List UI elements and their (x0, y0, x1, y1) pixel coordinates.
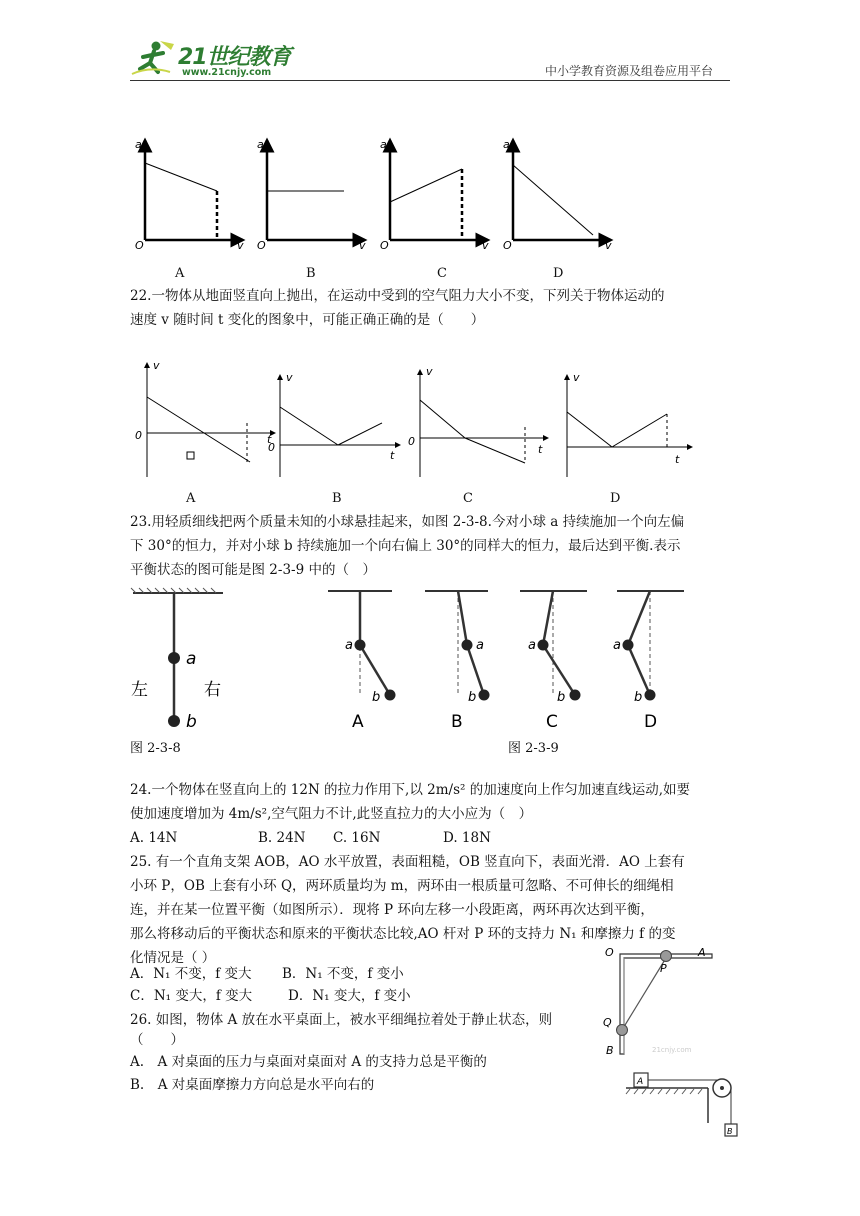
q25-line-4: 那么将移动后的平衡状态和原来的平衡状态比较,AO 杆对 P 环的支持力 N₁ 和摩擦力 f 的变 (130, 926, 676, 942)
q22-a-xlabel: t (267, 433, 272, 446)
q21-b-xlabel: v (359, 239, 366, 252)
q21-graph-b (257, 138, 366, 252)
q21-option-c: C (437, 266, 447, 281)
q24-line-2: 使加速度增加为 4m/s²,空气阻力不计,此竖直拉力的大小应为（ ） (130, 806, 533, 822)
q21-d-ylabel: a (503, 138, 510, 151)
fig-239-option-d: D (644, 712, 658, 732)
q25-fig-o: O (605, 946, 614, 959)
fig-239-d-ball-b: b (634, 690, 643, 705)
q21-c-xlabel: v (482, 239, 489, 252)
q22-line-2: 速度 v 随时间 t 变化的图象中，可能正确正确的是（ ） (130, 312, 485, 328)
logo-text: 21世纪教育 (178, 45, 291, 70)
fig-238-ball-b: b (186, 712, 197, 732)
q22-a-origin: 0 (135, 429, 142, 442)
q24-line-1: 24.一个物体在竖直向上的 12N 的拉力作用下,以 2m/s² 的加速度向上作匀加速直线运动,如要 (130, 782, 690, 798)
q21-d-xlabel: v (605, 239, 612, 252)
q26-option-b: B. A 对桌面摩擦力方向总是水平向右的 (130, 1077, 375, 1093)
fig-239-b-ball-a: a (476, 638, 484, 653)
fig-2-3-8 (128, 585, 238, 735)
q21-graph-d (503, 138, 612, 252)
fig-239-c (520, 591, 587, 705)
q25-option-a: A．N₁ 不变，f 变大 (130, 966, 252, 982)
fig-239-option-c: C (546, 712, 558, 732)
fig-238-left-label: 左 (131, 680, 148, 700)
fig-239-c-ball-b: b (557, 690, 566, 705)
fig-2-3-9 (320, 585, 710, 735)
q21-b-ylabel: a (257, 138, 264, 151)
q21-c-ylabel: a (380, 138, 387, 151)
fig-239-d-ball-a: a (613, 638, 621, 653)
q22-option-b: B (332, 491, 342, 506)
q21-option-a: A (175, 266, 185, 281)
platform-name: 中小学教育资源及组卷应用平台 (545, 64, 714, 78)
fig-239-a-ball-a: a (345, 638, 353, 653)
q24-option-a: A. 14N (130, 830, 178, 846)
q21-graphs (125, 125, 635, 255)
q21-d-origin: O (503, 239, 512, 252)
q25-figure (600, 942, 720, 1058)
q21-a-xlabel: v (237, 239, 244, 252)
q21-a-ylabel: a (135, 138, 142, 151)
q23-line-1: 23.用轻质细线把两个质量未知的小球悬挂起来，如图 2-3-8.今对小球 a 持续施加一个向左偏 (130, 514, 685, 530)
fig-238-caption: 图 2-3-8 (130, 741, 181, 756)
q25-fig-b: B (606, 1044, 614, 1057)
q22-b-xlabel: t (390, 449, 395, 462)
q25-fig-a: A (698, 946, 706, 959)
q22-c-origin: 0 (408, 435, 415, 448)
q26-line-2: （ ） (130, 1032, 184, 1048)
q23-line-3: 平衡状态的图可能是图 2-3-9 中的（ ） (130, 562, 376, 578)
q26-option-a: A. A 对桌面的压力与桌面对桌面对 A 的支持力总是平衡的 (130, 1054, 487, 1070)
fig-238-ball-a: a (186, 649, 197, 669)
q24-option-c: C. 16N (333, 830, 381, 846)
q21-graph-c (380, 138, 489, 252)
q21-c-origin: O (380, 239, 389, 252)
q22-graphs (125, 355, 705, 485)
q22-graph-d (567, 371, 692, 477)
logo-url: www.21cnjy.com (182, 67, 272, 78)
fig-239-a (328, 591, 396, 705)
q22-line-1: 22.一物体从地面竖直向上抛出，在运动中受到的空气阻力大小不变，下列关于物体运动的 (130, 288, 665, 304)
q22-b-ylabel: v (286, 371, 293, 384)
q26-fig-block-a: A (637, 1077, 644, 1087)
fig-239-option-a: A (352, 712, 364, 732)
q25-option-b: B．N₁ 不变，f 变小 (282, 966, 404, 982)
q22-c-xlabel: t (538, 443, 543, 456)
q22-d-ylabel: v (573, 371, 580, 384)
q25-line-1: 25. 有一个直角支架 AOB，AO 水平放置，表面粗糙，OB 竖直向下，表面光滑．AO 上套有 (130, 854, 685, 870)
q22-c-ylabel: v (426, 365, 433, 378)
q25-line-2: 小环 P，OB 上套有小环 Q，两环质量均为 m，两环由一根质量可忽略、不可伸长的细绳相 (130, 878, 674, 894)
fig-239-option-b: B (451, 712, 463, 732)
q24-option-b: B. 24N (258, 830, 306, 846)
q25-fig-p: P (660, 962, 667, 975)
q26-line-1: 26. 如图，物体 A 放在水平桌面上，被水平细绳拉着处于静止状态，则 (130, 1012, 553, 1028)
q22-d-xlabel: t (675, 453, 680, 466)
q22-a-ylabel: v (153, 359, 160, 372)
q21-graph-a (135, 138, 244, 252)
q25-fig-watermark: 21cnjy.com (652, 1046, 692, 1054)
q24-option-d: D. 18N (443, 830, 491, 846)
header-rule (130, 80, 730, 81)
q22-b-origin: 0 (268, 441, 275, 454)
q22-graph-a (135, 359, 275, 477)
q21-b-origin: O (257, 239, 266, 252)
fig-239-b (425, 591, 490, 705)
q21-option-b: B (306, 266, 316, 281)
q26-figure (622, 1068, 742, 1148)
header-logo (130, 36, 300, 80)
q22-option-d: D (610, 491, 621, 506)
q23-line-2: 下 30°的恒力，并对小球 b 持续施加一个向右偏上 30°的同样大的恒力，最后达到平衡.表示 (130, 538, 681, 554)
q21-a-origin: O (135, 239, 144, 252)
q26-fig-block-b: B (727, 1127, 733, 1136)
q25-fig-q: Q (603, 1016, 612, 1029)
fig-238-right-label: 右 (204, 680, 221, 700)
q25-option-d: D．N₁ 变大，f 变小 (288, 988, 411, 1004)
q22-option-a: A (186, 491, 196, 506)
q21-option-d: D (553, 266, 564, 281)
q22-graph-c (408, 365, 548, 477)
q25-line-3: 连，并在某一位置平衡（如图所示）．现将 P 环向左移一小段距离，两环再次达到平衡， (130, 902, 654, 918)
q25-line-5: 化情况是（ ） (130, 950, 216, 966)
fig-239-caption: 图 2-3-9 (508, 741, 559, 756)
q22-graph-b (268, 371, 400, 477)
fig-239-d (613, 591, 684, 705)
fig-239-b-ball-b: b (468, 690, 477, 705)
fig-239-a-ball-b: b (372, 690, 381, 705)
q22-option-c: C (463, 491, 473, 506)
fig-239-c-ball-a: a (528, 638, 536, 653)
q25-option-c: C．N₁ 变大，f 变大 (130, 988, 253, 1004)
